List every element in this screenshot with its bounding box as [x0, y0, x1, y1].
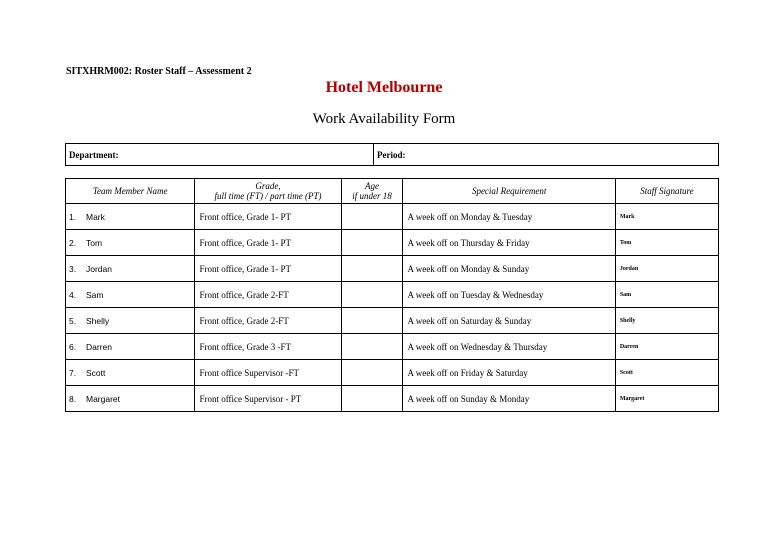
signature-cell[interactable]: Jordan	[615, 256, 718, 282]
signature-cell[interactable]: Tom	[615, 230, 718, 256]
row-number: 7.	[69, 367, 77, 378]
table-row	[66, 386, 719, 412]
row-number: 5.	[69, 315, 77, 326]
table-row	[66, 282, 719, 308]
signature-cell[interactable]: Mark	[615, 204, 718, 230]
row-number: 4.	[69, 289, 77, 300]
member-name: Darren	[86, 341, 112, 352]
requirement-cell[interactable]: A week off on Wednesday & Thursday	[403, 334, 615, 360]
member-name: Margaret	[86, 393, 121, 404]
grade-cell[interactable]: Front office, Grade 2-FT	[195, 308, 341, 334]
row-number: 6.	[69, 341, 77, 352]
requirement-cell[interactable]: A week off on Monday & Sunday	[403, 256, 615, 282]
grade-cell[interactable]: Front office Supervisor - PT	[195, 386, 341, 412]
signature-cell[interactable]: Sam	[615, 282, 718, 308]
col-signature-header: Staff Signature	[615, 179, 718, 204]
member-name: Mark	[86, 211, 105, 222]
table-row	[66, 230, 719, 256]
availability-table	[65, 178, 719, 412]
period-label: Period:	[377, 149, 406, 160]
member-name-cell[interactable]	[66, 282, 195, 308]
table-row	[66, 334, 719, 360]
requirement-cell[interactable]: A week off on Thursday & Friday	[403, 230, 615, 256]
grade-cell[interactable]: Front office, Grade 3 -FT	[195, 334, 341, 360]
member-name-cell[interactable]	[66, 308, 195, 334]
col-name-header: Team Member Name	[66, 179, 195, 204]
col-requirement-header: Special Requirement	[403, 179, 615, 204]
grade-cell[interactable]: Front office, Grade 1- PT	[195, 204, 341, 230]
department-label: Department:	[69, 149, 119, 160]
age-cell[interactable]	[341, 386, 403, 412]
signature-cell[interactable]: Shelly	[615, 308, 718, 334]
signature-cell[interactable]: Scott	[615, 360, 718, 386]
age-cell[interactable]	[341, 204, 403, 230]
form-title: Work Availability Form	[312, 111, 456, 127]
col-age-header	[341, 179, 403, 204]
table-row	[66, 360, 719, 386]
member-name-cell[interactable]	[66, 230, 195, 256]
hotel-title: Hotel Melbourne	[325, 79, 443, 96]
requirement-cell[interactable]: A week off on Saturday & Sunday	[403, 308, 615, 334]
signature-cell[interactable]: Margaret	[615, 386, 718, 412]
signature-cell[interactable]: Darren	[615, 334, 718, 360]
member-name-cell[interactable]	[66, 256, 195, 282]
row-number: 2.	[69, 237, 77, 248]
col-grade-header	[195, 179, 341, 204]
requirement-cell[interactable]: A week off on Friday & Saturday	[403, 360, 615, 386]
row-number: 3.	[69, 263, 77, 274]
col-grade-line2: full time (FT) / part time (PT)	[214, 191, 322, 201]
member-name-cell[interactable]	[66, 204, 195, 230]
table-header-row	[66, 179, 719, 204]
member-name: Sam	[86, 289, 104, 300]
table-row	[66, 204, 719, 230]
row-number: 1.	[69, 211, 77, 222]
col-grade-line1: Grade,	[255, 181, 281, 191]
table-row	[66, 256, 719, 282]
member-name-cell[interactable]	[66, 334, 195, 360]
age-cell[interactable]	[341, 230, 403, 256]
requirement-cell[interactable]: A week off on Monday & Tuesday	[403, 204, 615, 230]
grade-cell[interactable]: Front office, Grade 2-FT	[195, 282, 341, 308]
member-name: Jordan	[86, 263, 112, 274]
age-cell[interactable]	[341, 360, 403, 386]
department-period-table	[65, 143, 719, 166]
col-age-line1: Age	[365, 181, 380, 191]
member-name-cell[interactable]	[66, 386, 195, 412]
department-field[interactable]	[66, 144, 374, 166]
requirement-cell[interactable]: A week off on Sunday & Monday	[403, 386, 615, 412]
age-cell[interactable]	[341, 334, 403, 360]
member-name: Scott	[86, 367, 106, 378]
col-age-line2: if under 18	[352, 191, 392, 201]
member-name: Shelly	[86, 315, 110, 326]
grade-cell[interactable]: Front office Supervisor -FT	[195, 360, 341, 386]
grade-cell[interactable]: Front office, Grade 1- PT	[195, 230, 341, 256]
grade-cell[interactable]: Front office, Grade 1- PT	[195, 256, 341, 282]
requirement-cell[interactable]: A week off on Tuesday & Wednesday	[403, 282, 615, 308]
age-cell[interactable]	[341, 256, 403, 282]
age-cell[interactable]	[341, 308, 403, 334]
age-cell[interactable]	[341, 282, 403, 308]
course-code: SITXHRM002: Roster Staff – Assessment 2	[66, 66, 252, 77]
table-row	[66, 308, 719, 334]
member-name: Tom	[86, 237, 103, 248]
member-name-cell[interactable]	[66, 360, 195, 386]
period-field[interactable]	[374, 144, 719, 166]
row-number: 8.	[69, 393, 77, 404]
